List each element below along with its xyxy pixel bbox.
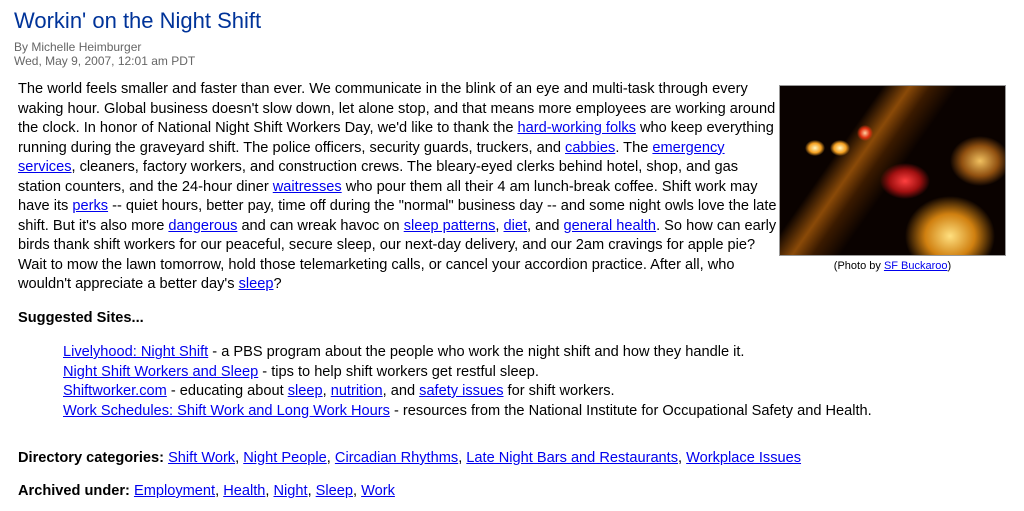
publish-date: Wed, May 9, 2007, 12:01 am PDT	[14, 54, 196, 68]
sleep-link[interactable]: sleep	[287, 383, 323, 399]
link-emergency-services[interactable]: emergency services	[18, 139, 725, 175]
text: -- quiet hours, better pay, time off during the "normal" business day -- and some night owls love the late shift. But it's also more	[18, 198, 777, 234]
article-body	[18, 80, 778, 295]
list-item	[63, 402, 872, 422]
archive-link[interactable]: Work	[361, 483, 395, 499]
link-perks[interactable]: perks	[72, 198, 109, 214]
category-link[interactable]: Night People	[243, 450, 327, 466]
separator: ,	[215, 483, 224, 499]
archived-label: Archived under:	[18, 483, 130, 499]
text: and can wreak havoc on	[237, 217, 404, 234]
separator: ,	[307, 483, 316, 499]
archive-link[interactable]: Employment	[133, 483, 216, 499]
separator: ,	[265, 483, 274, 499]
text: The world feels smaller and faster than ever. We communicate in the blink of an eye and multi-task through every waking hour. Global business doesn't slow down, let alone stop, and that means more employees are working around the clock. In honor of National Night Shift Workers Day, we'd like to thank the	[18, 81, 776, 136]
safety-issues-link[interactable]: safety issues	[419, 383, 504, 399]
category-link[interactable]: Circadian Rhythms	[334, 450, 459, 466]
list-item	[63, 363, 872, 383]
photo-caption	[779, 260, 1006, 272]
nutrition-link[interactable]: nutrition	[330, 383, 383, 399]
site-description: - educating about	[166, 383, 288, 399]
author: By Michelle Heimburger	[14, 40, 142, 54]
text: ?	[273, 276, 282, 292]
site-description: - resources from the National Institute for Occupational Safety and Health.	[389, 402, 872, 419]
caption-suffix: )	[947, 260, 952, 272]
link-dangerous[interactable]: dangerous	[168, 217, 238, 234]
archive-link[interactable]: Night	[273, 483, 308, 499]
site-link[interactable]: Work Schedules: Shift Work and Long Work Hours	[63, 402, 390, 419]
text: . The	[615, 139, 653, 156]
text: who pour them all their 4 am lunch-break coffee. Shift work may have its	[18, 178, 758, 214]
link-hard-working-folks[interactable]: hard-working folks	[517, 120, 636, 136]
site-link[interactable]: Night Shift Workers and Sleep	[63, 363, 259, 380]
link-waitresses[interactable]: waitresses	[272, 178, 342, 195]
text: ,	[495, 217, 504, 234]
link-sleep-patterns[interactable]: sleep patterns	[403, 217, 496, 234]
archive-link[interactable]: Sleep	[315, 483, 353, 499]
category-link[interactable]: Workplace Issues	[686, 450, 802, 466]
link-general-health[interactable]: general health	[563, 217, 657, 234]
photo-figure	[779, 85, 1006, 272]
link-cabbies[interactable]: cabbies	[565, 139, 616, 156]
site-description: - tips to help shift workers get restful sleep.	[258, 363, 539, 380]
archive-link[interactable]: Health	[223, 483, 266, 499]
page-title: Workin' on the Night Shift	[14, 8, 262, 33]
text: for shift workers.	[503, 383, 615, 399]
separator: ,	[678, 450, 687, 466]
archived-under	[18, 483, 395, 499]
list-item	[63, 382, 872, 402]
separator: ,	[326, 450, 335, 466]
link-diet[interactable]: diet	[503, 217, 528, 234]
suggested-sites-heading: Suggested Sites...	[18, 310, 144, 326]
text: , cleaners, factory workers, and construction crews. The bleary-eyed clerks behind hotel, shop, and gas station counters, and the 24-hour diner	[18, 159, 739, 195]
text: who keep everything running during the graveyard shift. The police officers, security guards, truckers, and	[18, 120, 774, 156]
text: . So how can early birds thank shift workers for our peaceful, secure sleep, our next-day delivery, and our 2am cravings for apple pie? Wait to mow the lawn tomorrow, hold those telemarketing calls, or cancel your accordion practice. After all, who wouldn't appreciate a better day's	[18, 217, 777, 292]
directory-label: Directory categories:	[18, 450, 164, 466]
category-link[interactable]: Late Night Bars and Restaurants	[466, 450, 679, 466]
text: , and	[527, 217, 564, 234]
byline	[14, 40, 195, 68]
night-traffic-photo	[779, 85, 1006, 256]
list-item	[63, 343, 872, 363]
site-description: - a PBS program about the people who work the night shift and how they handle it.	[208, 344, 745, 360]
photo-credit-link[interactable]: SF Buckaroo	[883, 260, 948, 272]
link-sleep[interactable]: sleep	[238, 276, 274, 292]
caption-prefix: (Photo by	[833, 260, 884, 272]
site-link[interactable]: Shiftworker.com	[63, 383, 167, 399]
text: , and	[382, 383, 420, 399]
category-link[interactable]: Shift Work	[168, 450, 236, 466]
separator: ,	[353, 483, 362, 499]
separator: ,	[235, 450, 244, 466]
site-link[interactable]: Livelyhood: Night Shift	[63, 344, 209, 360]
suggested-sites-list	[63, 343, 872, 421]
text: ,	[322, 383, 331, 399]
directory-categories	[18, 450, 801, 466]
separator: ,	[458, 450, 467, 466]
